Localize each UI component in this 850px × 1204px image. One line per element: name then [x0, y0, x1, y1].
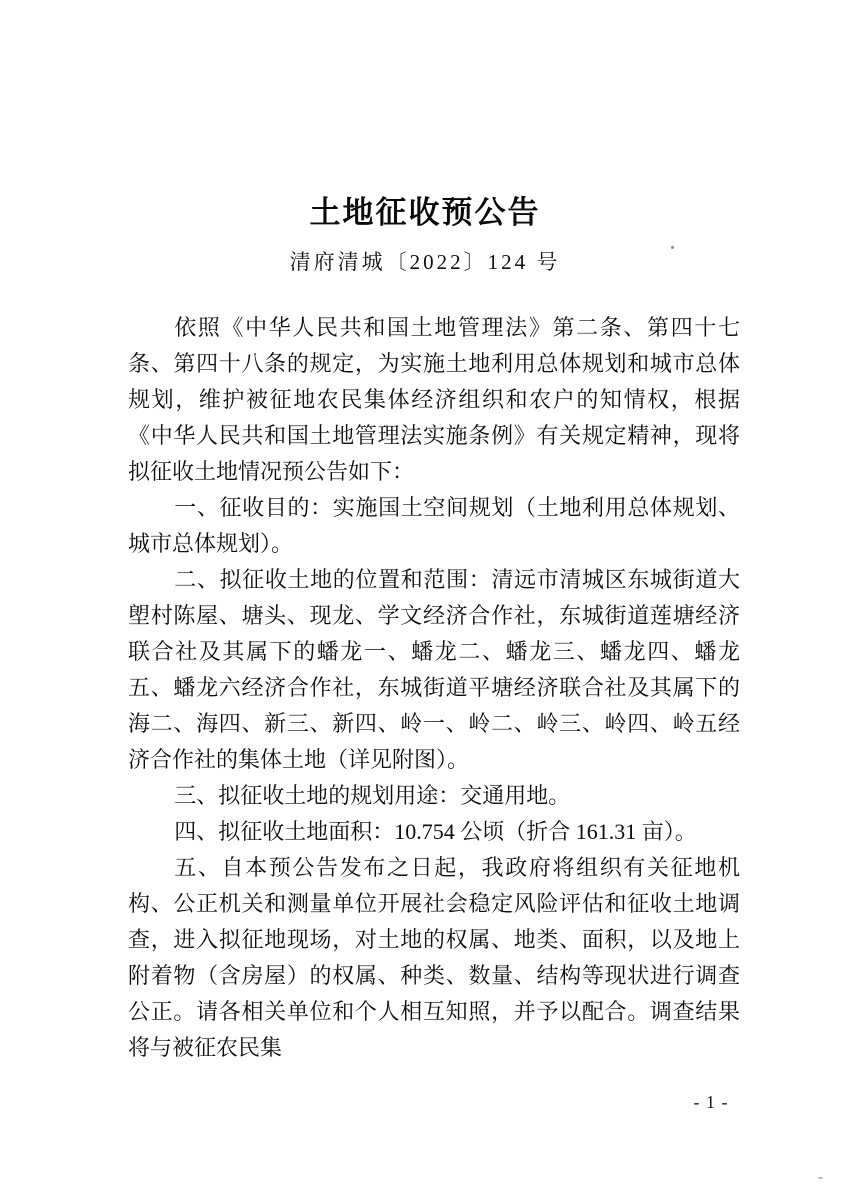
document-number: 清府清城〔2022〕124 号 [289, 250, 561, 274]
scan-speck [671, 246, 674, 249]
scan-speck [818, 1177, 823, 1179]
body-paragraph-item-1: 一、征收目的：实施国土空间规划（土地利用总体规划、城市总体规划）。 [128, 495, 740, 556]
body-paragraph-item-4: 四、拟征收土地面积：10.754 公顷（折合 161.31 亩）。 [174, 819, 697, 844]
page-number: - 1 - [693, 1092, 729, 1112]
body-paragraph-item-5: 五、自本预公告发布之日起，我政府将组织有关征地机构、公正机关和测量单位开展社会稳定风险评估和征收土地调查，进入拟征地现场，对土地的权属、地类、面积，以及地上附着物（含房屋）的权属、种类、数量、结构等现状进行调查公正。请各相关单位和个人相互知照，并予以配合。调查结果将与被征农民集 [128, 855, 740, 1060]
body-paragraph-intro: 依照《中华人民共和国土地管理法》第二条、第四十七条、第四十八条的规定，为实施土地利用总体规划和城市总体规划，维护被征地农民集体经济组织和农户的知情权，根据《中华人民共和国土地管理法实施条例》有关规定精神，现将拟征收土地情况预公告如下： [128, 315, 740, 484]
document-body [128, 310, 740, 1066]
body-paragraph-item-3: 三、拟征收土地的规划用途：交通用地。 [174, 783, 571, 808]
body-paragraph-item-2: 二、拟征收土地的位置和范围：清远市清城区东城街道大塱村陈屋、塘头、现龙、学文经济合作社，东城街道莲塘经济联合社及其属下的蟠龙一、蟠龙二、蟠龙三、蟠龙四、蟠龙五、蟠龙六经济合作社，东城街道平塘经济联合社及其属下的海二、海四、新三、新四、岭一、岭二、岭三、岭四、岭五经济合作社的集体土地（详见附图）。 [128, 567, 740, 772]
document-title: 土地征收预公告 [309, 194, 541, 231]
